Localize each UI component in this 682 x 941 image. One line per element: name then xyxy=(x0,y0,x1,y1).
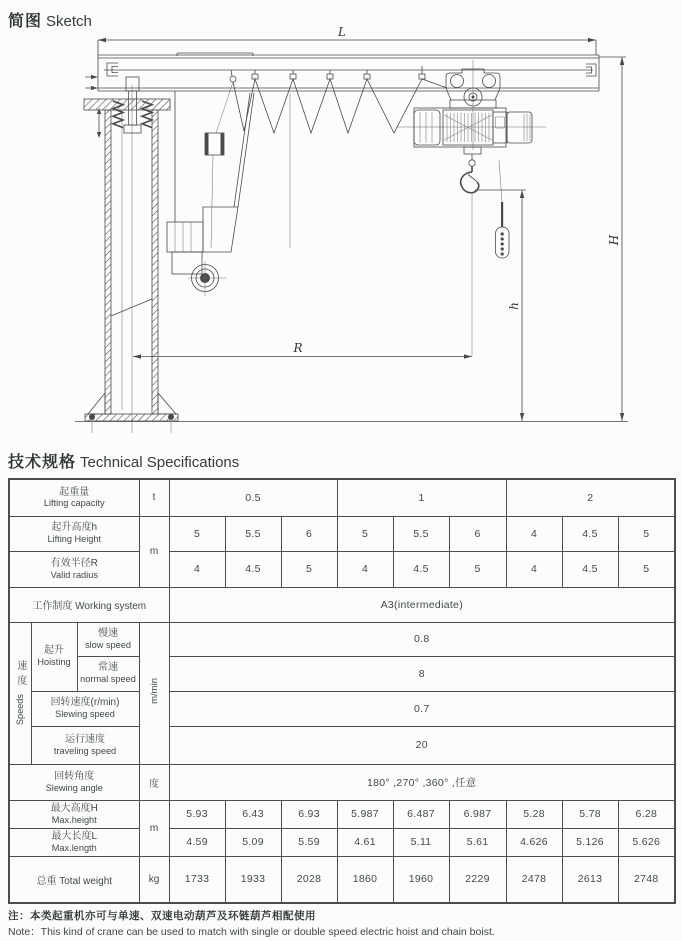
value-cell: 4 xyxy=(169,551,225,587)
label-hoisting xyxy=(31,622,77,691)
label-en: slow speed xyxy=(85,639,131,650)
label-zh: 速度 xyxy=(14,660,26,691)
label-max-length xyxy=(9,828,139,856)
crane-sketch-drawing xyxy=(0,0,682,446)
value-cell: 4.5 xyxy=(562,516,618,551)
row-traveling-speed xyxy=(9,726,675,764)
label-en: Lifting Height xyxy=(47,534,102,545)
cable-hangers xyxy=(252,66,425,79)
label-traveling-speed xyxy=(31,726,139,764)
value-cell: 5 xyxy=(169,516,225,551)
row-max-height xyxy=(9,800,675,828)
row-normal-speed xyxy=(9,656,675,691)
label-en: Max.height xyxy=(51,814,97,825)
value-cell: 6.93 xyxy=(281,800,337,828)
value-cell: 4.5 xyxy=(225,551,281,587)
spec-heading-zh: 技术规格 xyxy=(8,454,77,471)
value-cell: 5.11 xyxy=(393,828,449,856)
label-en: Slewing speed xyxy=(55,709,115,720)
label-slewing-speed xyxy=(31,691,139,726)
value-cell: 0.5 xyxy=(169,479,337,516)
value-cell: 5 xyxy=(281,551,337,587)
label-slow-speed xyxy=(77,622,139,656)
row-lifting-capacity xyxy=(9,479,675,516)
sketch-title-en: Sketch xyxy=(46,13,92,30)
label-en: Hoisting xyxy=(37,657,71,668)
value-cell: 1933 xyxy=(225,856,281,903)
label-zh: 起重量 xyxy=(59,486,90,498)
value-cell: 4 xyxy=(337,551,393,587)
label-valid-radius xyxy=(9,551,139,587)
hook xyxy=(461,147,481,193)
spec-heading-en: Technical Specifications xyxy=(80,454,240,471)
value-cell: 4.626 xyxy=(506,828,562,856)
label-lifting-capacity xyxy=(9,479,139,516)
label-normal-speed xyxy=(77,656,139,691)
value-cell: 180° ,270° ,360° ,任意 xyxy=(169,764,675,800)
value-cell: 0.7 xyxy=(169,691,675,726)
label-max-height xyxy=(9,800,139,828)
label-zh: 最大长度L xyxy=(51,830,98,842)
value-cell: 2478 xyxy=(506,856,562,903)
label-en: Slewing angle xyxy=(45,782,103,793)
unit-cell: m xyxy=(139,516,169,587)
dimension-radius-R xyxy=(133,341,472,359)
footnote-en: Note：This kind of crane can be used to match with single or double speed electric hoist and chain boist. xyxy=(8,926,495,938)
value-cell: 5.09 xyxy=(225,828,281,856)
label-total-weight: 总重 Total weight xyxy=(9,856,139,903)
value-cell: 0.8 xyxy=(169,622,675,656)
label-zh: 最大高度H xyxy=(50,802,98,814)
dim-label-R: R xyxy=(293,341,303,355)
value-cell: 2229 xyxy=(449,856,506,903)
value-cell: 5 xyxy=(618,551,675,587)
electric-hoist xyxy=(396,60,546,193)
label-en: traveling speed xyxy=(53,745,117,756)
footnote-zh: 注：本类起重机亦可与单速、双速电动葫芦及环链葫芦相配使用 xyxy=(8,910,316,922)
row-valid-radius xyxy=(9,551,675,587)
value-cell: 20 xyxy=(169,726,675,764)
value-cell: 5.78 xyxy=(562,800,618,828)
value-cell: 5.93 xyxy=(169,800,225,828)
value-cell: 6 xyxy=(281,516,337,551)
label-zh: 运行速度 xyxy=(65,733,106,745)
value-cell: 4.59 xyxy=(169,828,225,856)
value-cell: 1860 xyxy=(337,856,393,903)
support-column xyxy=(84,77,170,433)
value-cell: 1733 xyxy=(169,856,225,903)
label-zh: 常速 xyxy=(98,662,119,674)
value-cell: 4 xyxy=(506,551,562,587)
footnote xyxy=(8,908,674,939)
label-lifting-height xyxy=(9,516,139,551)
dimension-total-height-H xyxy=(599,57,626,421)
label-zh: 起升 xyxy=(44,645,64,657)
unit-cell: m xyxy=(139,800,169,856)
value-cell: 6 xyxy=(449,516,506,551)
label-en: Speeds xyxy=(15,694,26,726)
row-total-weight xyxy=(9,856,675,903)
value-cell: 5.61 xyxy=(449,828,506,856)
unit-cell: 度 xyxy=(139,764,169,800)
dim-label-h: h xyxy=(507,302,521,310)
value-cell: 6.43 xyxy=(225,800,281,828)
value-cell: 8 xyxy=(169,656,675,691)
dim-label-H: H xyxy=(607,234,621,246)
value-cell: 5.126 xyxy=(562,828,618,856)
value-cell: 6.987 xyxy=(449,800,506,828)
label-slewing-angle xyxy=(9,764,139,800)
unit-speeds: m/min xyxy=(139,622,169,764)
label-zh: 有效半径R xyxy=(50,557,98,569)
value-cell: 1 xyxy=(337,479,506,516)
value-cell: 2 xyxy=(506,479,675,516)
value-cell: 6.28 xyxy=(618,800,675,828)
jib-beam xyxy=(85,55,599,91)
value-cell: 5 xyxy=(449,551,506,587)
value-cell: 2028 xyxy=(281,856,337,903)
sketch-title-zh: 简图 xyxy=(8,13,43,30)
label-en: Max.length xyxy=(51,842,97,853)
value-cell: 5.5 xyxy=(393,516,449,551)
unit-cell: t xyxy=(139,479,169,516)
row-lifting-height xyxy=(9,516,675,551)
value-cell: A3(intermediate) xyxy=(169,587,675,622)
value-cell: 1960 xyxy=(393,856,449,903)
value-cell: 2748 xyxy=(618,856,675,903)
spec-section-heading xyxy=(8,449,239,472)
unit-cell: kg xyxy=(139,856,169,903)
technical-specifications-table xyxy=(8,478,676,904)
value-cell: 4.5 xyxy=(393,551,449,587)
dimension-hook-height-h xyxy=(472,190,526,421)
value-cell: 4.5 xyxy=(562,551,618,587)
base-plate xyxy=(85,393,178,433)
row-slow-speed xyxy=(9,622,675,656)
row-max-length xyxy=(9,828,675,856)
festoon-cable xyxy=(233,66,447,133)
label-zh: 回转速度(r/min) xyxy=(50,697,120,709)
label-en: Valid radius xyxy=(50,569,98,580)
value-cell: 4.61 xyxy=(337,828,393,856)
value-cell: 6.487 xyxy=(393,800,449,828)
rope-drum xyxy=(444,113,492,142)
label-en: normal speed xyxy=(80,674,136,685)
value-cell: 5 xyxy=(337,516,393,551)
value-cell: 5 xyxy=(618,516,675,551)
label-zh: 慢速 xyxy=(98,627,119,639)
value-cell: 5.5 xyxy=(225,516,281,551)
label-zh: 回转角度 xyxy=(54,770,95,782)
slewing-drive xyxy=(167,222,226,296)
value-cell: 2613 xyxy=(562,856,618,903)
row-slewing-angle xyxy=(9,764,675,800)
label-zh: 起升高度h xyxy=(51,522,98,534)
label-en: Lifting capacity xyxy=(43,498,105,509)
value-cell: 5.987 xyxy=(337,800,393,828)
pendant-control xyxy=(496,160,510,258)
value-cell: 4 xyxy=(506,516,562,551)
label-speeds-group xyxy=(9,622,31,764)
value-cell: 5.626 xyxy=(618,828,675,856)
value-cell: 5.28 xyxy=(506,800,562,828)
label-working-system: 工作制度 Working system xyxy=(9,587,169,622)
row-slewing-speed xyxy=(9,691,675,726)
dimension-span-L xyxy=(98,25,596,55)
row-working-system xyxy=(9,587,675,622)
value-cell: 5.59 xyxy=(281,828,337,856)
dim-label-L: L xyxy=(338,25,346,39)
